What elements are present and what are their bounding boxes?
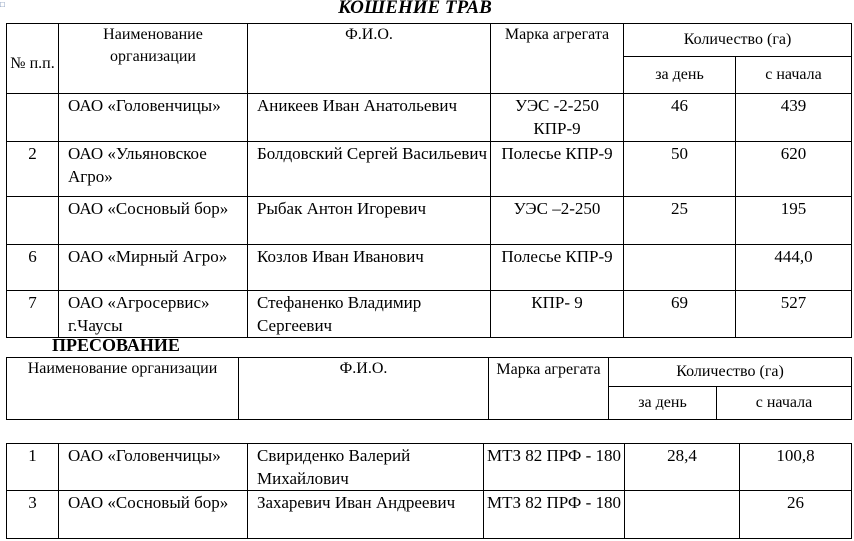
pressing-table [6,443,852,539]
cell-brand: УЭС –2-250 [491,197,624,245]
cell-num: 6 [7,245,59,291]
table-row [7,142,852,197]
header-per-day: за день [609,387,717,420]
cell-num [7,197,59,245]
header-qty: Количество (га) [624,24,852,57]
cell-fio: Рыбак Антон Игоревич [248,197,491,245]
cell-per-day: 69 [624,291,736,338]
cell-per-day: 46 [624,94,736,142]
cell-brand: УЭС -2-250 КПР-9 [491,94,624,142]
cell-per-day [624,245,736,291]
cell-org: ОАО «Сосновый бор» [59,197,248,245]
cell-org: ОАО «Головенчицы» [59,444,248,491]
cell-fio: Стефаненко Владимир Сергеевич [248,291,491,338]
cell-org: ОАО «Ульяновское Агро» [59,142,248,197]
header-row [7,358,852,387]
cell-brand: Полесье КПР-9 [491,245,624,291]
section-title-mowing: КОШЕНИЕ ТРАВ [338,0,492,18]
cell-num: 1 [7,444,59,491]
cell-since-start: 527 [736,291,852,338]
table-row [7,197,852,245]
cell-since-start: 439 [736,94,852,142]
mowing-table [6,23,852,338]
cell-fio: Козлов Иван Иванович [248,245,491,291]
cell-since-start: 195 [736,197,852,245]
header-brand: Марка агрегата [491,24,624,94]
header-row [7,24,852,57]
header-qty: Количество (га) [609,358,852,387]
cell-num: 2 [7,142,59,197]
cell-since-start: 620 [736,142,852,197]
cell-org: ОАО «Агросервис» г.Чаусы [59,291,248,338]
cell-fio: Захаревич Иван Андреевич [248,491,484,539]
cell-brand: Полесье КПР-9 [491,142,624,197]
section-title-pressing: ПРЕСОВАНИЕ [52,335,180,355]
header-org: Наименование организации [59,24,248,94]
table-row [7,94,852,142]
cell-org: ОАО «Головенчицы» [59,94,248,142]
table-row [7,491,852,539]
cell-fio: Болдовский Сергей Васильевич [248,142,491,197]
header-since-start: с начала [736,57,852,94]
cell-brand: МТЗ 82 ПРФ - 180 [484,444,625,491]
header-num: № п.п. [7,24,59,94]
cell-per-day: 50 [624,142,736,197]
cell-since-start: 100,8 [740,444,852,491]
cell-since-start: 26 [740,491,852,539]
header-since-start: с начала [717,387,852,420]
cell-per-day: 28,4 [625,444,740,491]
cell-num [7,94,59,142]
cell-org: ОАО «Сосновый бор» [59,491,248,539]
pressing-header-table [6,357,852,420]
cell-per-day: 25 [624,197,736,245]
cell-fio: Аникеев Иван Анатольевич [248,94,491,142]
document-marker: □ [0,0,5,9]
cell-per-day [625,491,740,539]
cell-num: 7 [7,291,59,338]
cell-since-start: 444,0 [736,245,852,291]
cell-brand: МТЗ 82 ПРФ - 180 [484,491,625,539]
header-fio: Ф.И.О. [239,358,489,420]
header-fio: Ф.И.О. [248,24,491,94]
cell-org: ОАО «Мирный Агро» [59,245,248,291]
table-row [7,291,852,338]
table-row [7,245,852,291]
cell-brand: КПР- 9 [491,291,624,338]
table-row [7,444,852,491]
header-org: Наименование организации [7,358,239,420]
header-brand: Марка агрегата [489,358,609,420]
header-per-day: за день [624,57,736,94]
cell-num: 3 [7,491,59,539]
cell-fio: Свириденко Валерий Михайлович [248,444,484,491]
